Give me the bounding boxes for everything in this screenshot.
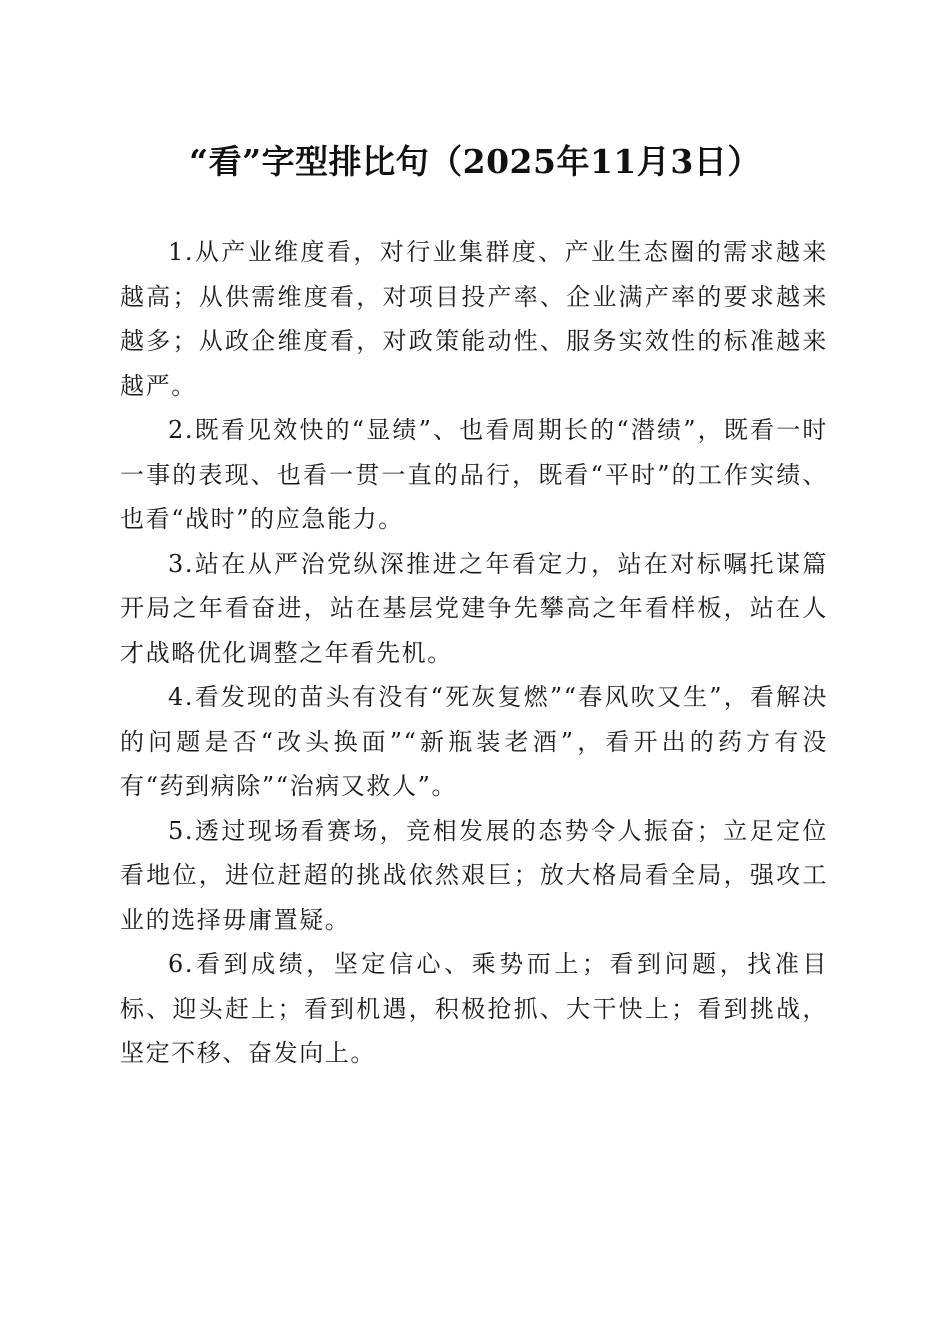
document-title: “看”字型排比句（2025年11月3日）: [189, 142, 761, 181]
paragraph-2: 2.既看见效快的“显绩”、也看周期长的“潜绩”，既看一时一事的表现、也看一贯一直的品行，既看“平时”的工作实绩、也看“战时”的应急能力。: [120, 416, 828, 533]
paragraph-6: 6.看到成绩，坚定信心、乘势而上；看到问题，找准目标、迎头赶上；看到机遇，积极抢抓、大干快上；看到挑战，坚定不移、奋发向上。: [120, 950, 828, 1067]
paragraph-3: 3.站在从严治党纵深推进之年看定力，站在对标嘱托谋篇开局之年看奋进，站在基层党建争先攀高之年看样板，站在人才战略优化调整之年看先机。: [120, 549, 828, 667]
paragraph-1: 1.从产业维度看，对行业集群度、产业生态圈的需求越来越高；从供需维度看，对项目投产率、企业满产率的要求越来越多；从政企维度看，对政策能动性、服务实效性的标准越来越严。: [120, 238, 828, 400]
paragraph-5: 5.透过现场看赛场，竞相发展的态势令人振奋；立足定位看地位，进位赶超的挑战依然艰巨；放大格局看全局，强攻工业的选择毋庸置疑。: [120, 816, 828, 934]
paragraph-4: 4.看发现的苗头有没有“死灰复燃”“春风吹又生”，看解决的问题是否“改头换面”“新瓶装老酒”，看开出的药方有没有“药到病除”“治病又救人”。: [120, 683, 828, 800]
document-body: [120, 230, 828, 1076]
